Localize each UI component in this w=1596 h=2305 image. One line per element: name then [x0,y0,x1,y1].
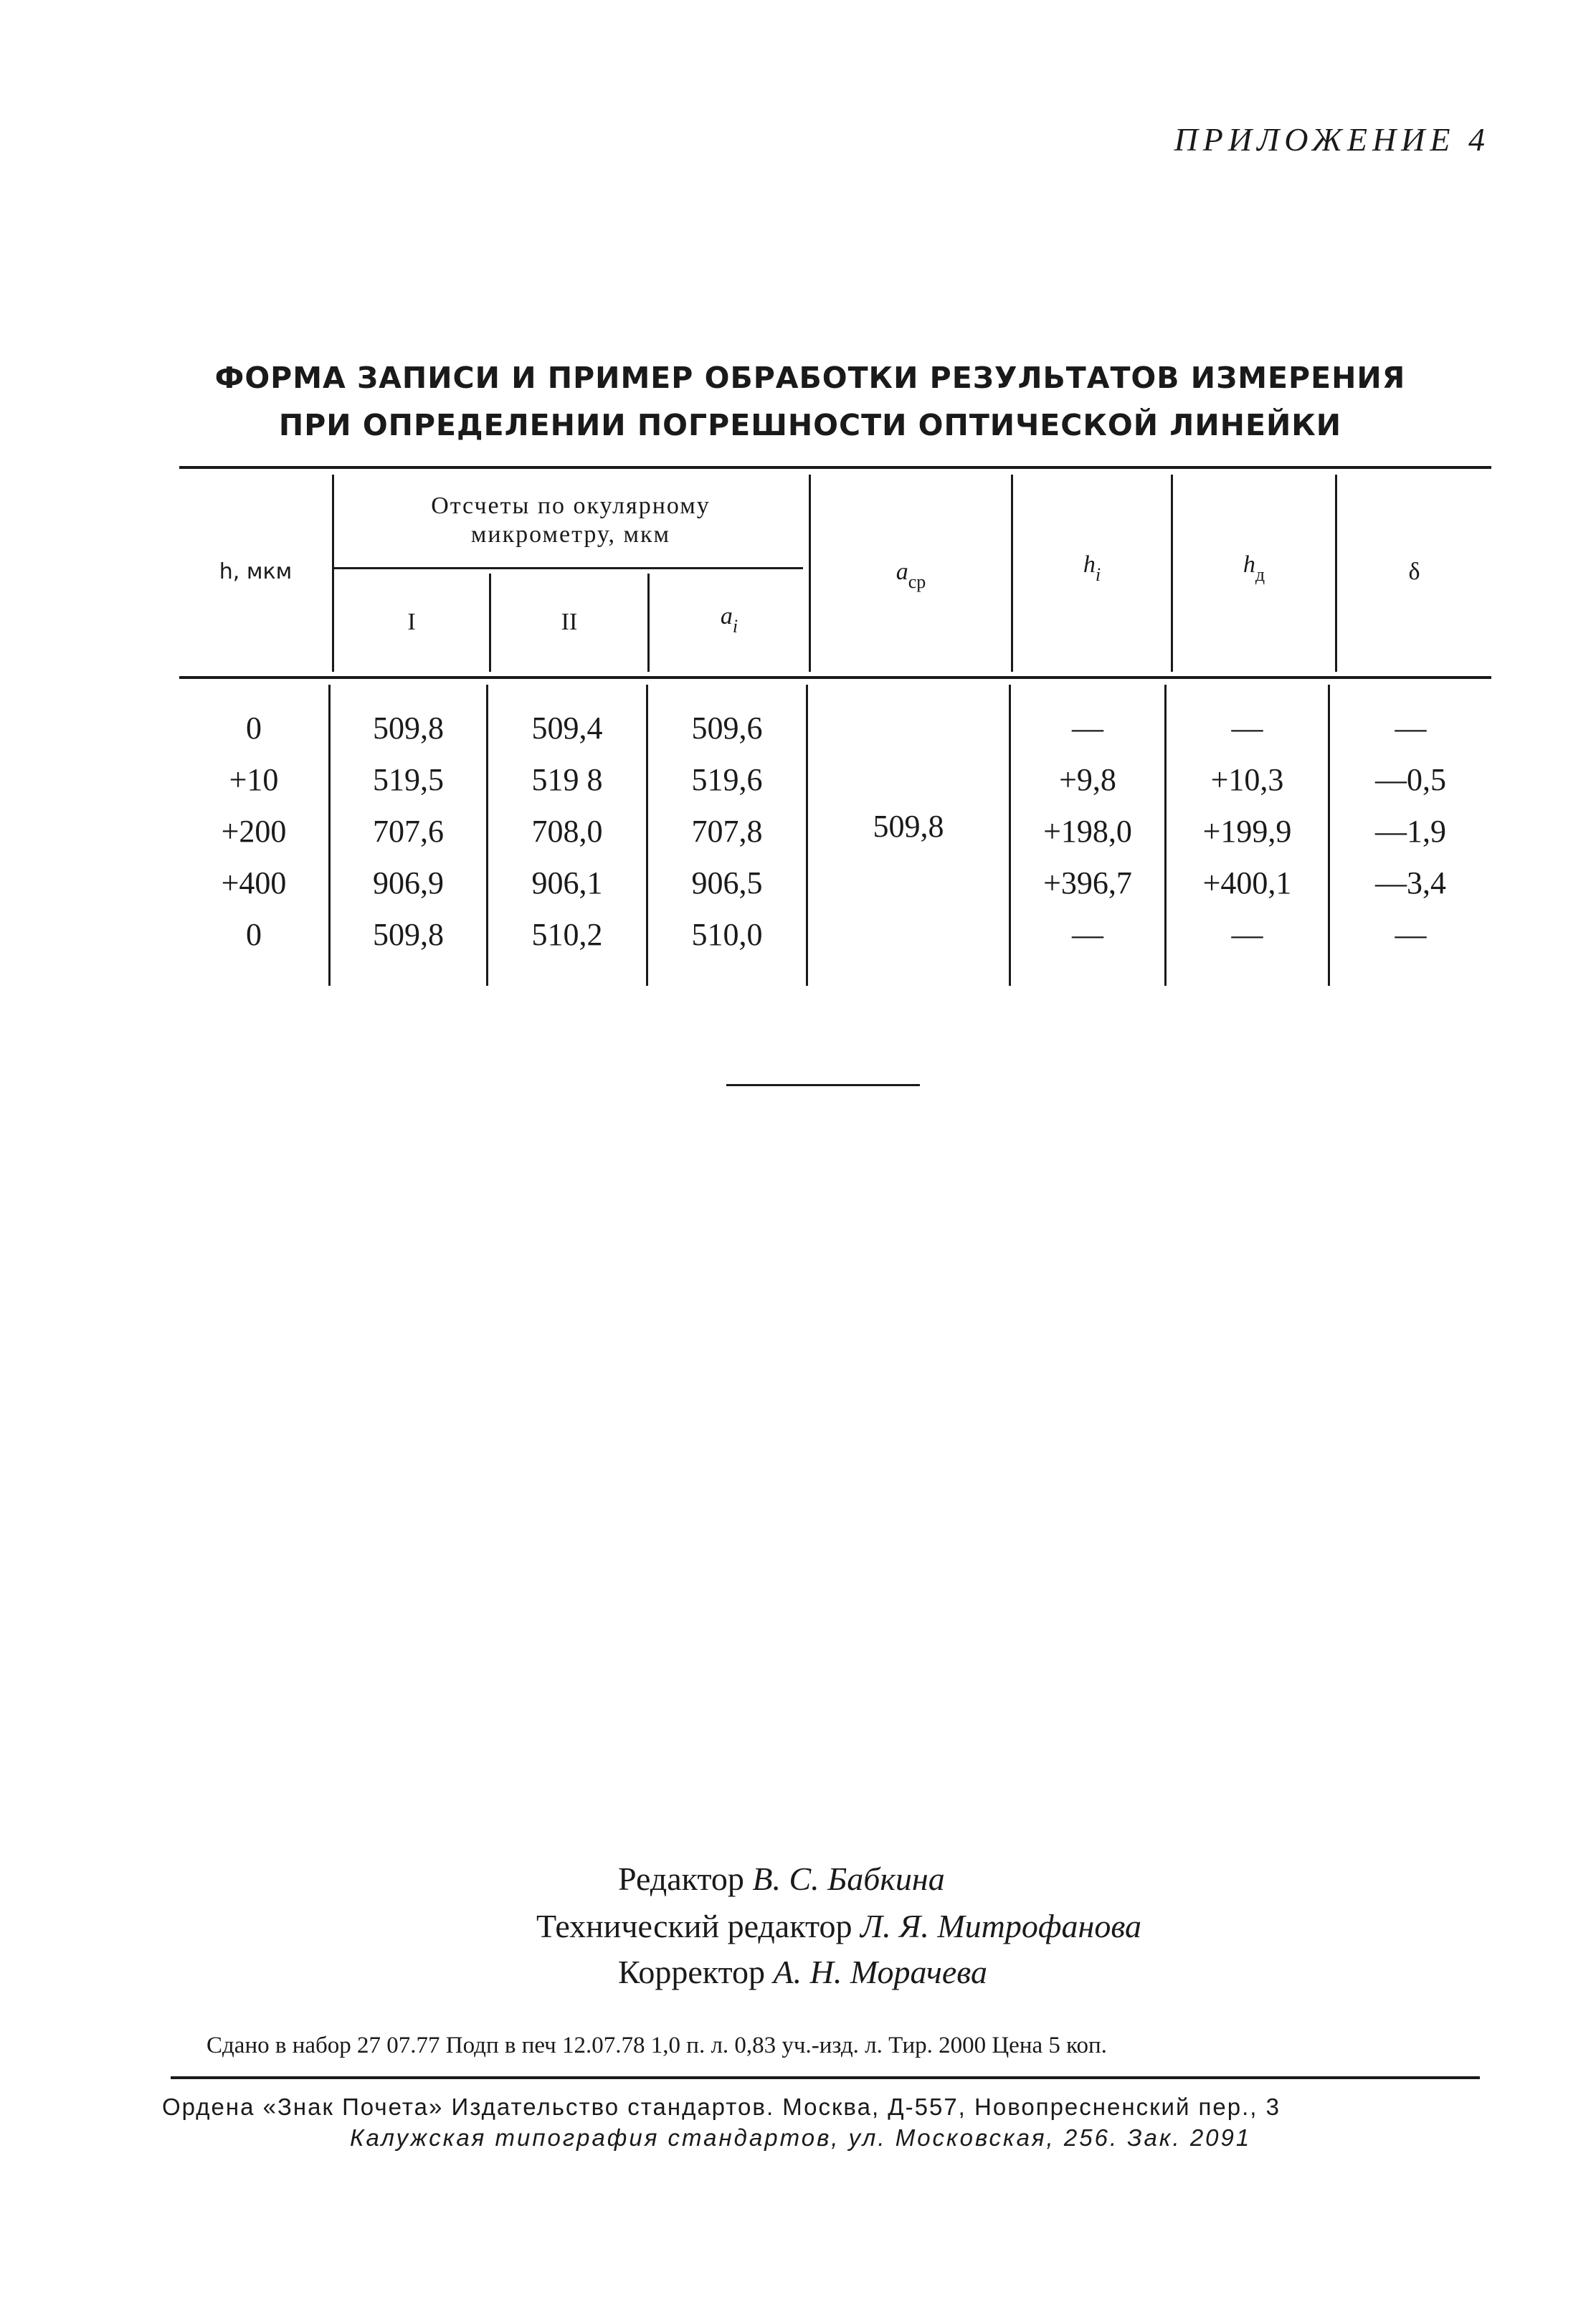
appendix-label: ПРИЛОЖЕНИЕ 4 [1174,121,1490,158]
page-title [179,354,1441,449]
cell-h-i: +396,7 [1043,865,1132,900]
cell-i: 906,9 [373,865,444,900]
cell-delta: — [1395,917,1427,952]
header-col-ii: II [561,609,578,635]
cell-h-d: — [1231,917,1263,952]
cell-a-i: 519,6 [691,762,763,797]
title-line-2: ПРИ ОПРЕДЕЛЕНИИ ПОГРЕШНОСТИ ОПТИЧЕСКОЙ ЛИНЕЙКИ [278,408,1342,442]
header-a-avg [811,558,1011,592]
printer-line: Калужская типография стандартов, ул. Московская, 256. Зак. 2091 [350,2124,1252,2151]
cell-a-i: 707,8 [691,814,763,849]
header-a-avg-base: a [896,559,908,585]
cell-i: 707,6 [373,814,444,849]
cell-ii: 519 8 [531,762,603,797]
table-header-rule [179,676,1491,679]
header-readings [334,492,807,549]
credit-tech-editor-name: Л. Я. Митрофанова [860,1908,1142,1944]
credit-tech-editor [536,1903,1141,1950]
cell-a-i: 510,0 [691,917,763,952]
cell-h-i: +198,0 [1043,814,1132,849]
cell-a-avg-value: 509,8 [873,809,944,844]
credit-editor-name: В. С. Бабкина [752,1860,945,1897]
header-h: h, мкм [219,559,293,584]
cell-delta: —3,4 [1375,865,1446,900]
cell-ii: 906,1 [531,865,603,900]
credit-editor [618,1855,945,1903]
cell-h: +200 [221,814,287,849]
cell-h-i: +9,8 [1059,762,1116,797]
cell-ii: 708,0 [531,814,603,849]
cell-h: +400 [221,865,287,900]
publisher-line: Ордена «Знак Почета» Издательство стандартов. Москва, Д-557, Новопресненский пер., 3 [162,2093,1281,2120]
cell-a-i: 906,5 [691,865,763,900]
credit-proofreader [618,1949,987,1996]
header-a-i [650,602,809,637]
footer-rule [171,2076,1480,2079]
header-h-i-base: h [1083,551,1096,578]
table-subheader-rule [334,567,803,569]
credit-editor-role: Редактор [618,1860,744,1897]
cell-h-d: +10,3 [1210,762,1284,797]
cell-h: 0 [246,710,262,746]
header-a-i-base: a [720,603,733,629]
cell-delta: — [1395,710,1427,746]
header-readings-line-2: микрометру, мкм [470,521,671,548]
header-a-avg-sub: ср [908,571,926,592]
cell-h-d: +199,9 [1202,814,1292,849]
cell-h-i: — [1072,710,1103,746]
cell-i: 509,8 [373,710,444,746]
cell-h: 0 [246,917,262,952]
header-a-i-sub: i [732,616,738,637]
header-delta: δ [1408,559,1420,585]
cell-h: +10 [229,762,279,797]
header-readings-line-1: Отсчеты по окулярному [431,493,711,519]
header-h-i-sub: i [1095,564,1101,585]
cell-h-d: — [1231,710,1263,746]
cell-h-d: +400,1 [1202,865,1292,900]
header-h-d-sub: д [1255,564,1265,585]
cell-ii: 510,2 [531,917,603,952]
cell-i: 519,5 [373,762,444,797]
cell-delta: —1,9 [1375,814,1446,849]
section-divider [726,1084,920,1086]
imprint-line: Сдано в набор 27 07.77 Подп в печ 12.07.78 1,0 п. л. 0,83 уч.-изд. л. Тир. 2000 Цена 5 коп. [206,2033,1107,2058]
header-col-i: I [407,609,416,635]
header-h-i [1013,551,1171,585]
cell-a-i: 509,6 [691,710,763,746]
header-h-d-base: h [1243,551,1255,578]
credit-proofreader-name: А. Н. Морачева [773,1954,987,1990]
credit-tech-editor-role: Технический редактор [536,1908,852,1944]
cell-h-i: — [1072,917,1103,952]
header-h-d [1173,551,1335,585]
credit-proofreader-role: Корректор [618,1954,766,1990]
cell-ii: 509,4 [531,710,603,746]
cell-delta: —0,5 [1375,762,1446,797]
table-top-rule [179,466,1491,469]
cell-i: 509,8 [373,917,444,952]
title-line-1: ФОРМА ЗАПИСИ И ПРИМЕР ОБРАБОТКИ РЕЗУЛЬТАТОВ ИЗМЕРЕНИЯ [214,361,1406,395]
